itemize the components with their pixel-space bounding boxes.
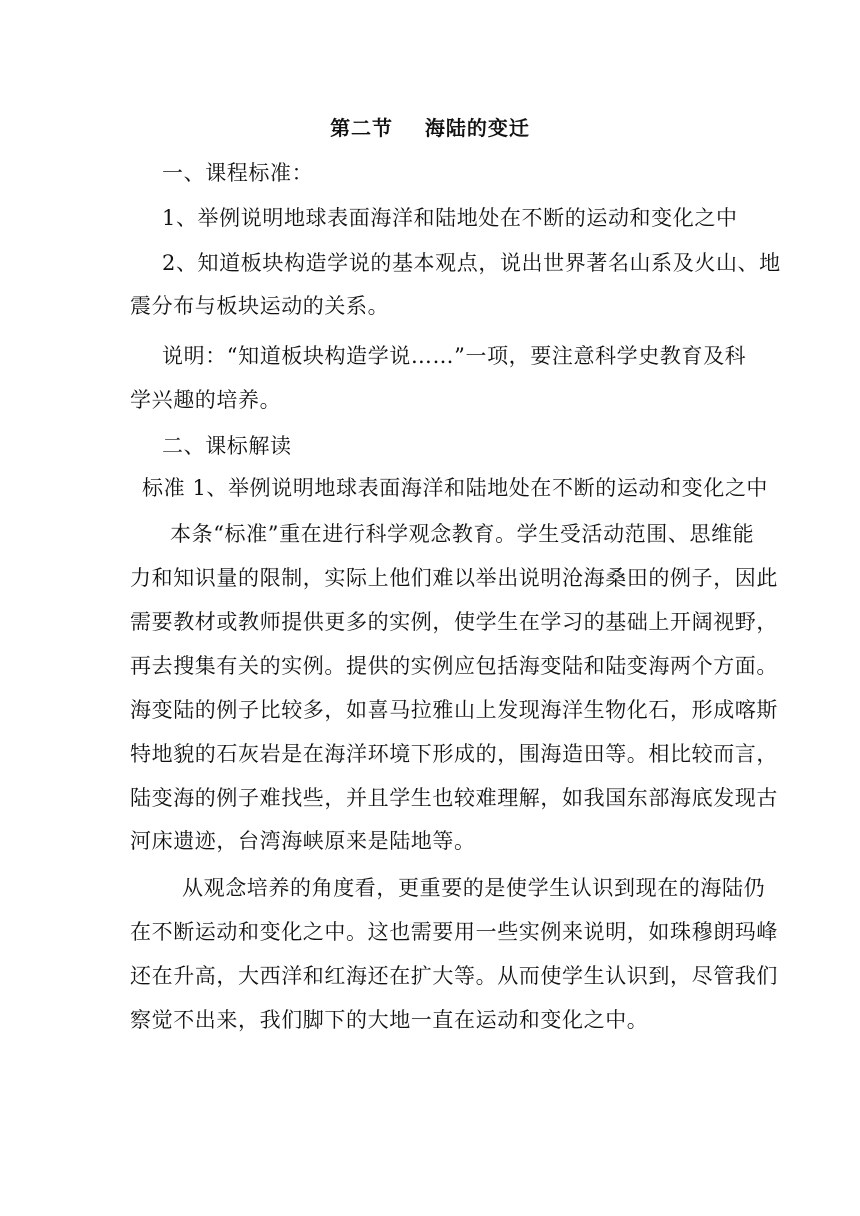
paragraph-1-line-3: 需要教材或教师提供更多的实例，使学生在学习的基础上开阔视野， [130, 610, 778, 634]
paragraph-1-line-1: 本条“标准”重在进行科学观念教育。学生受活动范围、思维能 [170, 522, 755, 546]
paragraph-1-line-4: 再去搜集有关的实例。提供的实例应包括海变陆和陆变海两个方面。 [130, 654, 778, 678]
standard-1-heading: 标准 1、举例说明地球表面海洋和陆地处在不断的运动和变化之中 [142, 476, 769, 500]
paragraph-2-line-1: 从观念培养的角度看，更重要的是使学生认识到现在的海陆仍 [182, 876, 766, 900]
standard-item-2-line-2: 震分布与板块运动的关系。 [130, 294, 390, 318]
section-number: 第二节 [330, 116, 394, 140]
paragraph-2-line-3: 还在升高，大西洋和红海还在扩大等。从而使学生认识到，尽管我们 [130, 964, 778, 988]
heading-standard-interpretation: 二、课标解读 [162, 434, 292, 458]
standard-item-1: 1、举例说明地球表面海洋和陆地处在不断的运动和变化之中 [162, 206, 738, 230]
paragraph-1-line-2: 力和知识量的限制，实际上他们难以举出说明沧海桑田的例子，因此 [130, 566, 778, 590]
heading-course-standard: 一、课程标准： [162, 161, 314, 185]
page-title [0, 112, 860, 141]
note-line-2: 学兴趣的培养。 [130, 388, 282, 412]
paragraph-1-line-8: 河床遗迹，台湾海峡原来是陆地等。 [130, 829, 476, 853]
paragraph-1-line-6: 特地貌的石灰岩是在海洋环境下形成的，围海造田等。相比较而言， [130, 742, 778, 766]
note-line-1: 说明：“知道板块构造学说……”一项，要注意科学史教育及科 [162, 344, 747, 368]
paragraph-1-line-5: 海变陆的例子比较多，如喜马拉雅山上发现海洋生物化石，形成喀斯 [130, 698, 778, 722]
paragraph-1-line-7: 陆变海的例子难找些，并且学生也较难理解，如我国东部海底发现古 [130, 786, 778, 810]
paragraph-2-line-2: 在不断运动和变化之中。这也需要用一些实例来说明，如珠穆朗玛峰 [130, 920, 778, 944]
paragraph-2-line-4: 察觉不出来，我们脚下的大地一直在运动和变化之中。 [130, 1008, 649, 1032]
section-name: 海陆的变迁 [424, 116, 530, 140]
standard-item-2-line-1: 2、知道板块构造学说的基本观点，说出世界著名山系及火山、地 [162, 251, 781, 275]
